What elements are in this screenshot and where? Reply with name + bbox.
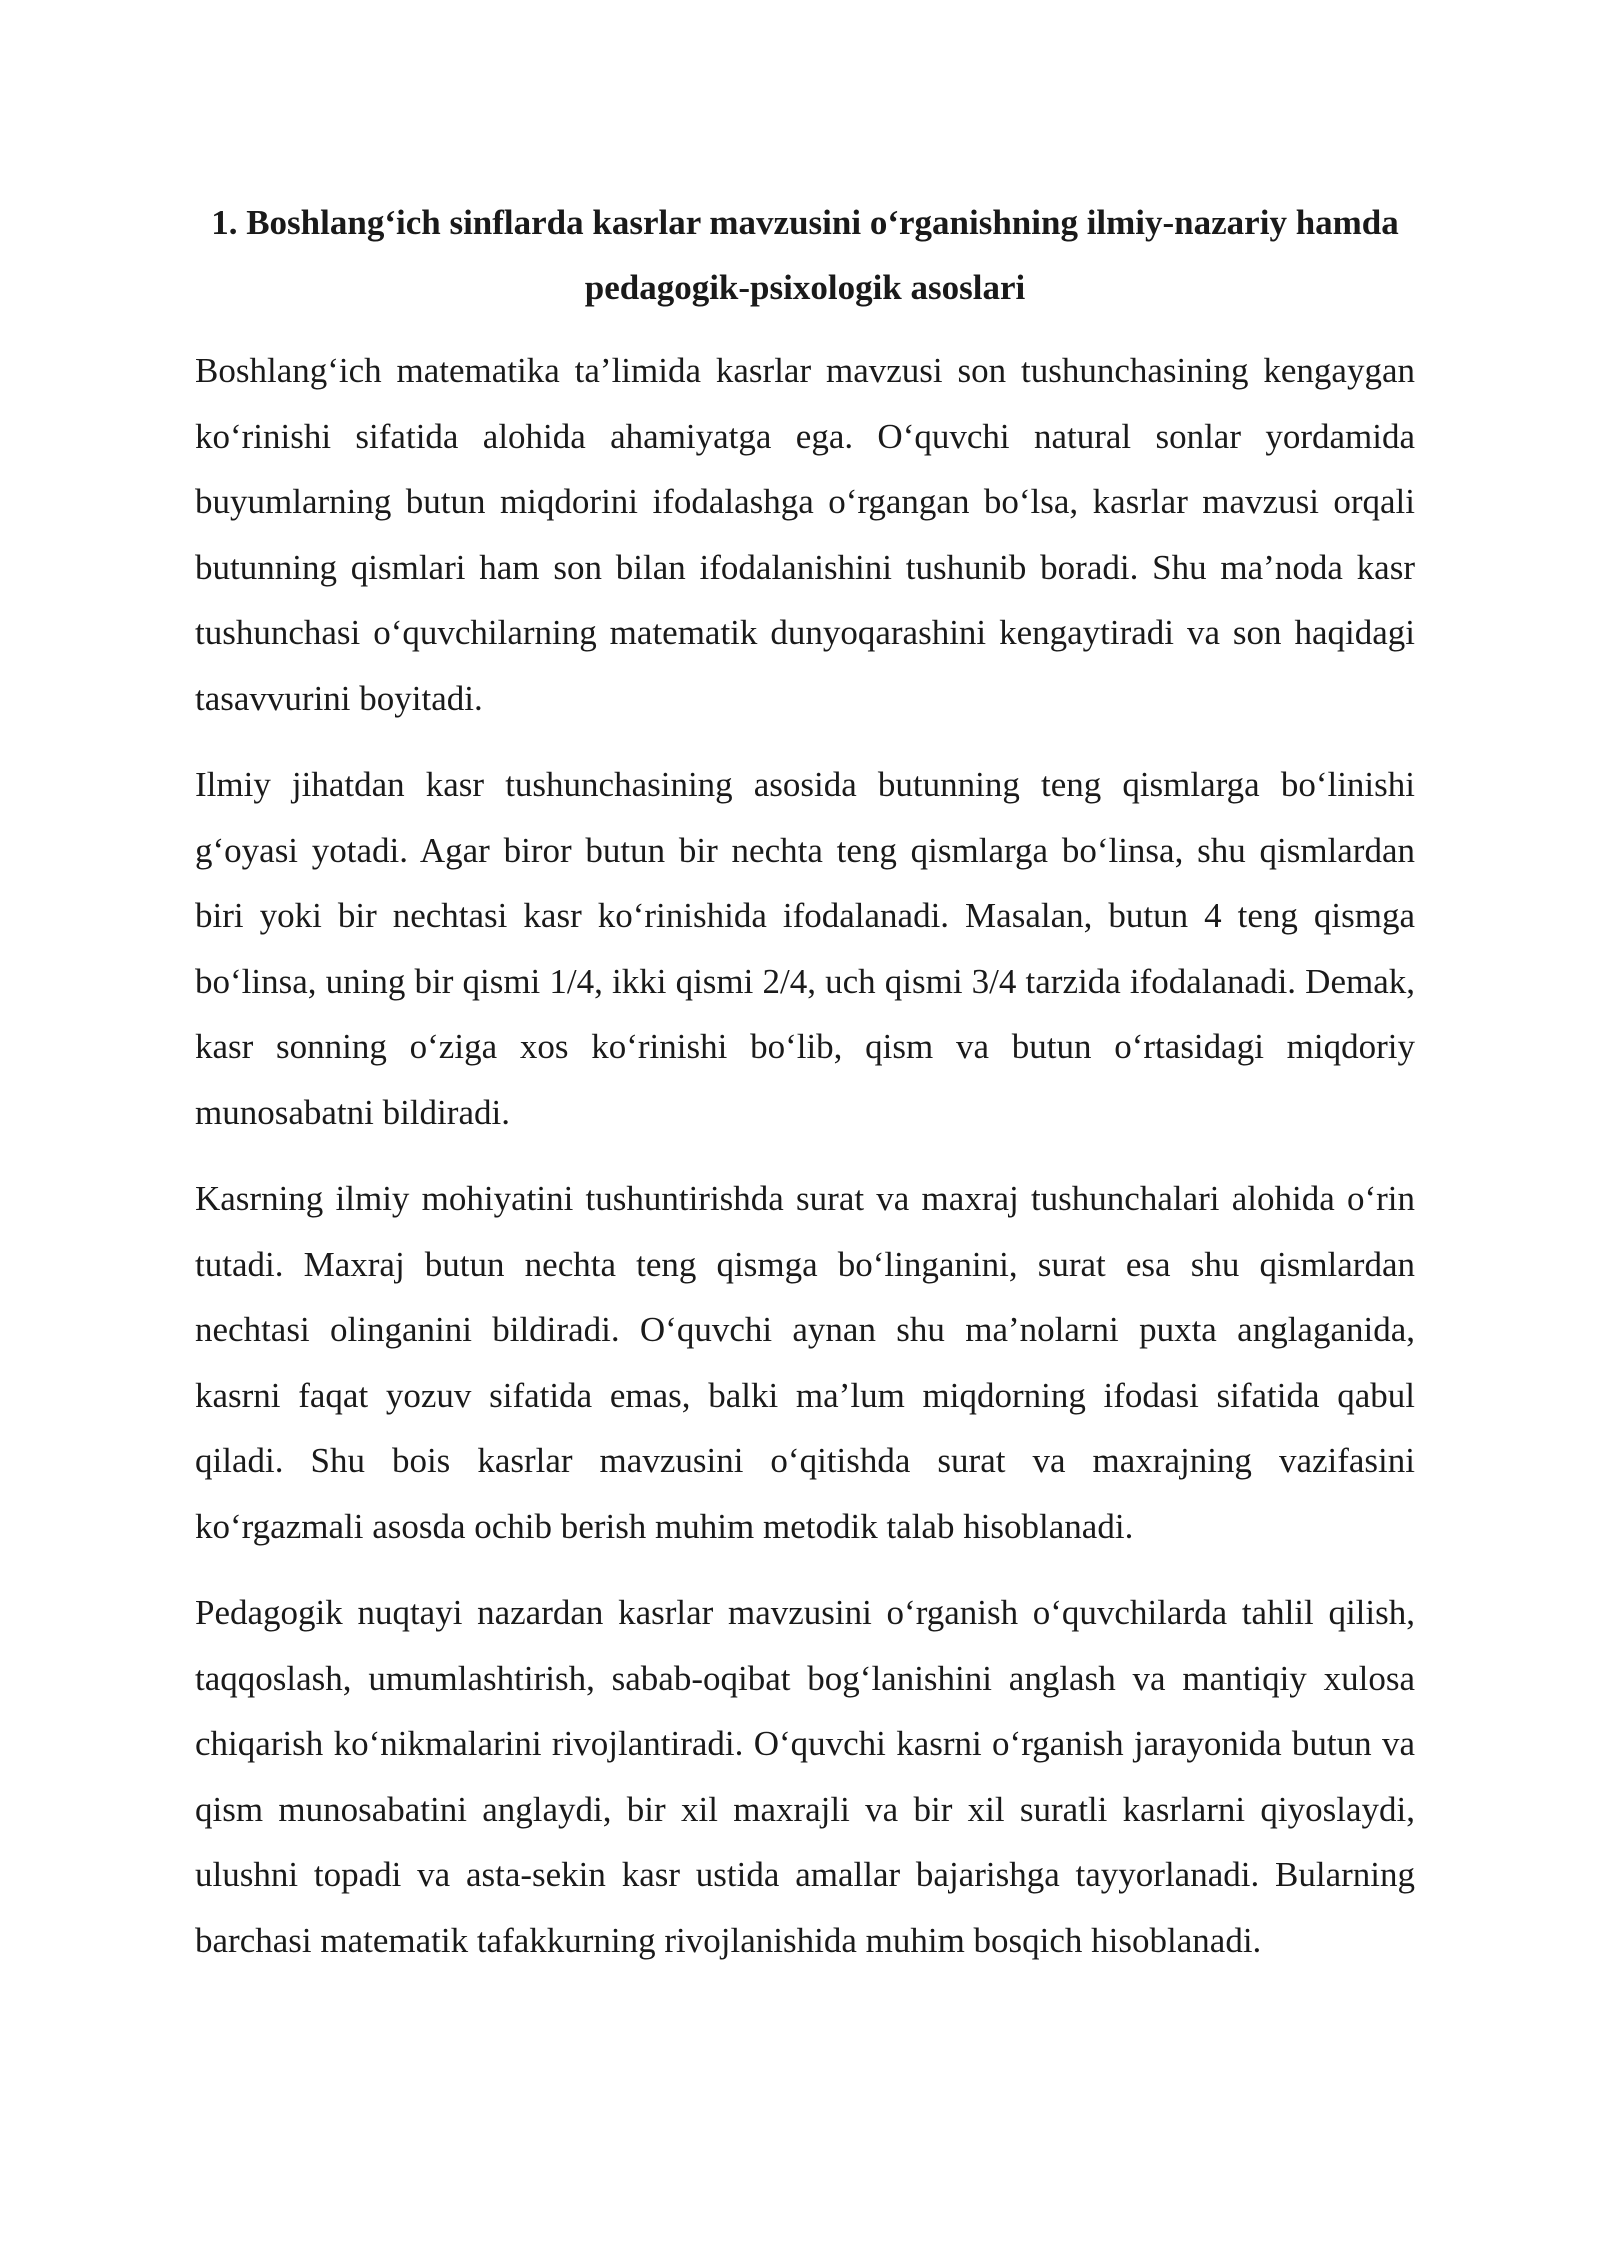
document-body bbox=[195, 190, 1415, 1994]
paragraph-1: Boshlang‘ich matematika ta’limida kasrlar mavzusi son tushunchasining kengaygan ko‘rinishi sifatida alohida ahamiyatga ega. O‘quvchi natural sonlar yordamida buyumlarning butun miqdorini ifodalashga o‘rgangan bo‘lsa, kasrlar mavzusi orqali butunning qismlari ham son bilan ifodalanishini tushunib boradi. Shu ma’noda kasr tushunchasi o‘quvchilarning matematik dunyoqarashini kengaytiradi va son haqidagi tasavvurini boyitadi. bbox=[195, 351, 1415, 718]
paragraph-3: Kasrning ilmiy mohiyatini tushuntirishda surat va maxraj tushunchalari alohida o‘rin tutadi. Maxraj butun nechta teng qismga bo‘linganini, surat esa shu qismlardan nechtasi olinganini bildiradi. O‘quvchi aynan shu ma’nolarni puxta anglaganida, kasrni faqat yozuv sifatida emas, balki ma’lum miqdorning ifodasi sifatida qabul qiladi. Shu bois kasrlar mavzusini o‘qitishda surat va maxrajning vazifasini ko‘rgazmali asosda ochib berish muhim metodik talab hisoblanadi. bbox=[195, 1179, 1415, 1546]
paragraph-2: Ilmiy jihatdan kasr tushunchasining asosida butunning teng qismlarga bo‘linishi g‘oyasi yotadi. Agar biror butun bir nechta teng qismlarga bo‘linsa, shu qismlardan biri yoki bir nechtasi kasr ko‘rinishida ifodalanadi. Masalan, butun 4 teng qismga bo‘linsa, uning bir qismi 1/4, ikki qismi 2/4, uch qismi 3/4 tarzida ifodalanadi. Demak, kasr sonning o‘ziga xos ko‘rinishi bo‘lib, qism va butun o‘rtasidagi miqdoriy munosabatni bildiradi. bbox=[195, 765, 1415, 1132]
section-title: 1. Boshlang‘ich sinflarda kasrlar mavzusini o‘rganishning ilmiy-nazariy hamda pedagogik-psixologik asoslari bbox=[211, 203, 1399, 307]
paragraph-4: Pedagogik nuqtayi nazardan kasrlar mavzusini o‘rganish o‘quvchilarda tahlil qilish, taqqoslash, umumlashtirish, sabab-oqibat bog‘lanishini anglash va mantiqiy xulosa chiqarish ko‘nikmalarini rivojlantiradi. O‘quvchi kasrni o‘rganish jarayonida butun va qism munosabatini anglaydi, bir xil maxrajli va bir xil suratli kasrlarni qiyoslaydi, ulushni topadi va asta-sekin kasr ustida amallar bajarishga tayyorlanadi. Bularning barchasi matematik tafakkurning rivojlanishida muhim bosqich hisoblanadi. bbox=[195, 1593, 1415, 1960]
